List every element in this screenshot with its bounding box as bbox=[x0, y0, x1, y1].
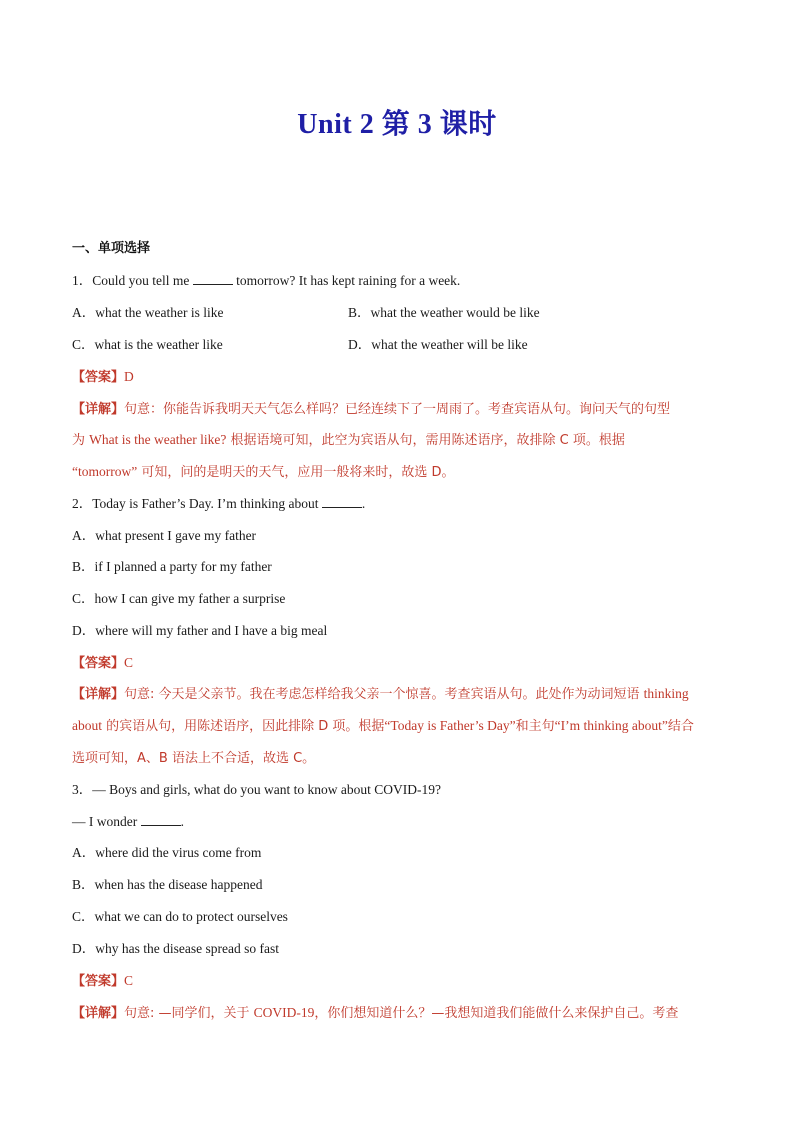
question-3-stem-end: . bbox=[180, 814, 184, 829]
detail-tag: 【详解】 bbox=[72, 687, 125, 702]
detail-tag: 【详解】 bbox=[72, 402, 125, 417]
answer-blank bbox=[193, 272, 233, 285]
detail-tag: 【详解】 bbox=[72, 1006, 125, 1021]
question-1-detail-line-2 bbox=[72, 431, 625, 450]
question-2-option-b: B．if I planned a party for my father bbox=[72, 559, 272, 574]
answer-tag: 【答案】 bbox=[72, 656, 125, 671]
question-2-detail-line-3 bbox=[72, 749, 315, 768]
question-2-stem-start: 2．Today is Father’s Day. I’m thinking about bbox=[72, 496, 319, 511]
question-1-option-c: C．what is the weather like bbox=[72, 337, 223, 352]
detail-text: 可知，问的是明天的天气，应用一般将来时，故选 D。 bbox=[137, 465, 455, 480]
question-3-stem-start: — I wonder bbox=[72, 814, 138, 829]
question-2-option-a: A．what present I gave my father bbox=[72, 528, 257, 543]
detail-text: 为 bbox=[72, 433, 90, 448]
detail-text: 句意: —同学们，关于 bbox=[124, 1006, 254, 1021]
question-2-option-c: C．how I can give my father a surprise bbox=[72, 591, 286, 606]
answer-blank bbox=[141, 813, 181, 826]
answer-blank bbox=[322, 495, 362, 508]
answer-value: C bbox=[124, 973, 134, 988]
question-3-detail-line-1 bbox=[72, 1004, 678, 1023]
question-1-stem-end: tomorrow? It has kept raining for a week. bbox=[236, 273, 461, 288]
question-1-detail-line-1 bbox=[72, 400, 670, 419]
question-1-option-d: D．what the weather will be like bbox=[348, 337, 528, 352]
detail-english: about bbox=[72, 718, 102, 733]
detail-text: ，你们想知道什么？—我想知道我们能做什么来保护自己。考查 bbox=[314, 1006, 679, 1021]
detail-text: 根据语境可知，此空为宾语从句，需用陈述语序，故排除 C 项。根据 bbox=[226, 433, 625, 448]
question-2-option-d: D．where will my father and I have a big meal bbox=[72, 623, 328, 638]
question-1-option-a: A．what the weather is like bbox=[72, 305, 224, 320]
question-2-stem bbox=[72, 495, 365, 513]
question-2-detail-line-1 bbox=[72, 685, 689, 704]
detail-english: thinking bbox=[643, 686, 689, 701]
detail-text: 的宾语从句，用陈述语序，因此排除 D 项。根据 bbox=[102, 719, 385, 734]
page-title: Unit 2 第 3 课时 bbox=[297, 109, 497, 140]
answer-tag: 【答案】 bbox=[72, 370, 125, 385]
question-2-answer bbox=[72, 654, 133, 673]
detail-english: “tomorrow” bbox=[72, 464, 138, 479]
detail-text: 句意：你能告诉我明天天气怎么样吗？已经连续下了一周雨了。考查宾语从句。询问天气的句型 bbox=[124, 402, 671, 417]
detail-english: What is the weather like? bbox=[89, 432, 227, 447]
detail-english: “I’m thinking about” bbox=[554, 718, 668, 733]
question-3-stem-line-2 bbox=[72, 813, 184, 831]
detail-text: 句意: 今天是父亲节。我在考虑怎样给我父亲一个惊喜。考查宾语从句。此处作为动词短语 bbox=[124, 687, 644, 702]
question-3-option-b: B．when has the disease happened bbox=[72, 877, 263, 892]
question-3-option-a: A．where did the virus come from bbox=[72, 845, 262, 860]
answer-value: C bbox=[124, 655, 134, 670]
answer-value: D bbox=[124, 369, 134, 384]
question-1-stem bbox=[72, 272, 460, 290]
question-2-stem-end: . bbox=[361, 496, 366, 511]
question-1-option-b: B．what the weather would be like bbox=[348, 305, 540, 320]
detail-text: 和主句 bbox=[515, 719, 555, 734]
detail-english: “Today is Father’s Day” bbox=[384, 718, 516, 733]
question-3-stem-line-1: 3．— Boys and girls, what do you want to know about COVID-19? bbox=[72, 782, 441, 797]
question-1-answer bbox=[72, 368, 134, 387]
detail-text: 选项可知，A、B 语法上不合适，故选 C。 bbox=[72, 751, 316, 766]
question-3-answer bbox=[72, 972, 133, 991]
question-3-option-c: C．what we can do to protect ourselves bbox=[72, 909, 288, 924]
section-heading: 一、单项选择 bbox=[72, 241, 151, 256]
detail-english: COVID-19 bbox=[253, 1005, 315, 1020]
answer-tag: 【答案】 bbox=[72, 974, 125, 989]
question-1-detail-line-3 bbox=[72, 463, 455, 482]
question-2-detail-line-2 bbox=[72, 717, 694, 736]
question-1-stem-start: 1．Could you tell me bbox=[72, 273, 190, 288]
detail-text: 结合 bbox=[667, 719, 694, 734]
question-3-option-d: D．why has the disease spread so fast bbox=[72, 941, 279, 956]
